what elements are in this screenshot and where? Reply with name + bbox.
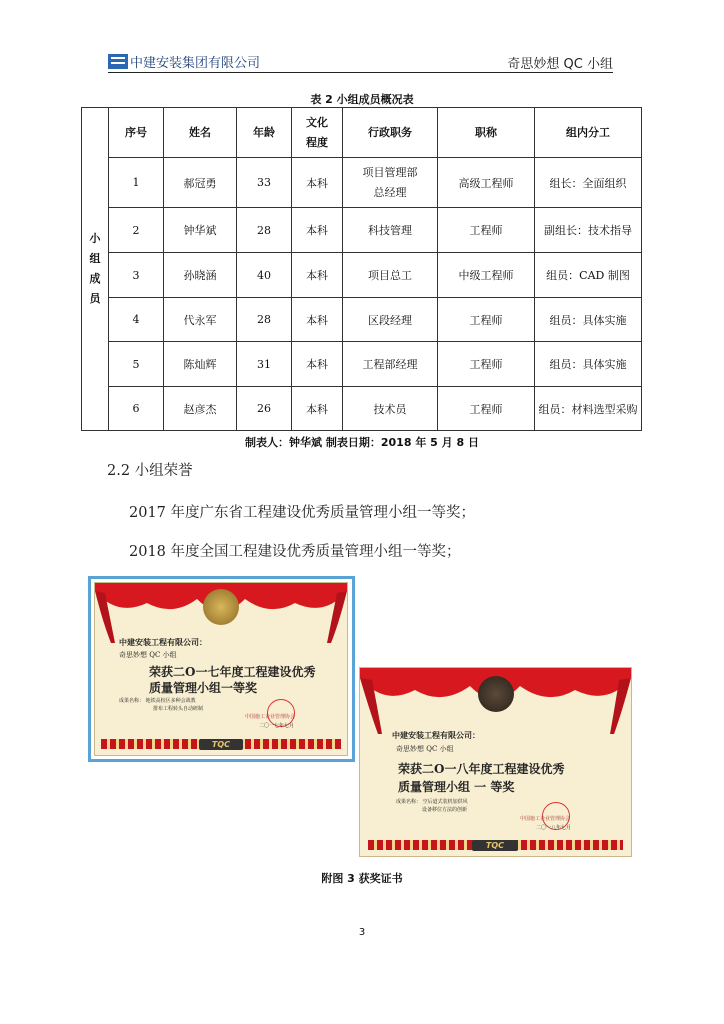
cell-education: 本科 (292, 387, 343, 431)
table-row (82, 387, 642, 431)
cell-index: 1 (109, 158, 164, 208)
cell-name: 陈灿辉 (164, 342, 237, 387)
cert1-group: 奇思妙想 QC 小组 (119, 651, 177, 659)
cell-position: 项目管理部总经理 (343, 158, 438, 208)
cell-name: 郝冠勇 (164, 158, 237, 208)
cell-index: 6 (109, 387, 164, 431)
cell-age: 33 (237, 158, 292, 208)
paragraph-2018: 2018 年度全国工程建设优秀质量管理小组一等奖； (129, 544, 461, 560)
cell-education: 本科 (292, 158, 343, 208)
table-row (82, 208, 642, 253)
cell-role: 副组长：技术指导 (535, 208, 642, 253)
emblem-icon (478, 676, 514, 712)
cert2-group: 奇思妙想 QC 小组 (396, 745, 454, 753)
cell-title: 工程师 (438, 208, 535, 253)
side-label-cell (82, 108, 109, 431)
cell-role: 组长：全面组织 (535, 158, 642, 208)
cell-age: 28 (237, 208, 292, 253)
table-header-row (82, 108, 642, 158)
cell-name: 代永军 (164, 298, 237, 342)
header-title: 职称 (438, 108, 535, 158)
cell-age: 40 (237, 253, 292, 298)
cert1-company: 中建安装工程有限公司： (119, 637, 207, 647)
cert2-title-1: 荣获二O一八年度工程建设优秀 (398, 762, 565, 776)
cell-index: 2 (109, 208, 164, 253)
cell-role: 组员：材料选型采购 (535, 387, 642, 431)
certificate-2017 (94, 582, 348, 756)
cell-education: 本科 (292, 342, 343, 387)
header-index: 序号 (109, 108, 164, 158)
cell-age: 26 (237, 387, 292, 431)
cell-title: 工程师 (438, 298, 535, 342)
figure-caption: 附图 3 获奖证书 (321, 872, 403, 885)
header-position: 行政职务 (343, 108, 438, 158)
cell-education: 本科 (292, 208, 343, 253)
group-name: 奇思妙想 QC 小组 (507, 57, 613, 72)
paragraph-2017: 2017 年度广东省工程建设优秀质量管理小组一等奖； (129, 505, 476, 521)
side-label: 小组成员 (89, 232, 101, 305)
cert2-company: 中建安装工程有限公司： (392, 730, 480, 740)
members-table (81, 107, 642, 431)
cell-index: 3 (109, 253, 164, 298)
header-role: 组内分工 (535, 108, 642, 158)
page-number: 3 (358, 927, 366, 938)
header-age: 年龄 (237, 108, 292, 158)
cell-age: 28 (237, 298, 292, 342)
cell-role: 组员：具体实施 (535, 298, 642, 342)
table-footer: 制表人：钟华斌 制表日期：2018 年 5 月 8 日 (245, 436, 479, 449)
header-name: 姓名 (164, 108, 237, 158)
cert1-title-2: 质量管理小组一等奖 (149, 681, 258, 695)
header-education: 文化程度 (292, 108, 343, 158)
cert2-title-2: 质量管理小组 一 等奖 (398, 780, 515, 794)
cell-role: 组员：CAD 制图 (535, 253, 642, 298)
cell-title: 高级工程师 (438, 158, 535, 208)
table-row (82, 298, 642, 342)
cell-position: 科技管理 (343, 208, 438, 253)
cell-name: 赵彦杰 (164, 387, 237, 431)
company-logo (108, 52, 260, 71)
cert2-project-2: 设备移位方法的创新 (422, 807, 468, 813)
cert1-issuer: 中国施工企业管理协会 (245, 714, 296, 720)
cert1-project-2: 排布工程转头自动研制 (153, 706, 204, 712)
cell-title: 工程师 (438, 387, 535, 431)
page-header (108, 50, 613, 73)
tqc-logo: TQC (199, 739, 243, 750)
cert2-date: 二〇一八年七月 (536, 825, 572, 831)
certificate-2018 (359, 667, 632, 857)
cell-name: 钟华斌 (164, 208, 237, 253)
emblem-icon (203, 589, 239, 625)
cell-index: 4 (109, 298, 164, 342)
section-heading: 2.2 小组荣誉 (107, 463, 193, 479)
cell-education: 本科 (292, 253, 343, 298)
cert1-date: 二〇一七年七月 (259, 723, 295, 729)
cell-education: 本科 (292, 298, 343, 342)
cell-position: 技术员 (343, 387, 438, 431)
cell-index: 5 (109, 342, 164, 387)
cell-position: 项目总工 (343, 253, 438, 298)
cell-role: 组员：具体实施 (535, 342, 642, 387)
table-row (82, 158, 642, 208)
cell-title: 工程师 (438, 342, 535, 387)
tqc-logo: TQC (472, 840, 518, 851)
cell-position: 工程部经理 (343, 342, 438, 387)
table-row (82, 342, 642, 387)
cell-position: 区段经理 (343, 298, 438, 342)
cscec-logo-icon (108, 54, 128, 69)
cert1-project: 成果名称： 地铁高校区多种会战教 (119, 698, 196, 704)
cert2-issuer: 中国施工企业管理协会 (520, 816, 571, 822)
cell-age: 31 (237, 342, 292, 387)
table-row (82, 253, 642, 298)
table-caption: 表 2 小组成员概况表 (310, 93, 414, 106)
company-name: 中建安装集团有限公司 (130, 56, 261, 71)
cert1-title-1: 荣获二O一七年度工程建设优秀 (149, 665, 316, 679)
cert2-project: 成果名称： 空后道式装机加供风 (396, 799, 468, 805)
cell-name: 孙晓涵 (164, 253, 237, 298)
cell-title: 中级工程师 (438, 253, 535, 298)
